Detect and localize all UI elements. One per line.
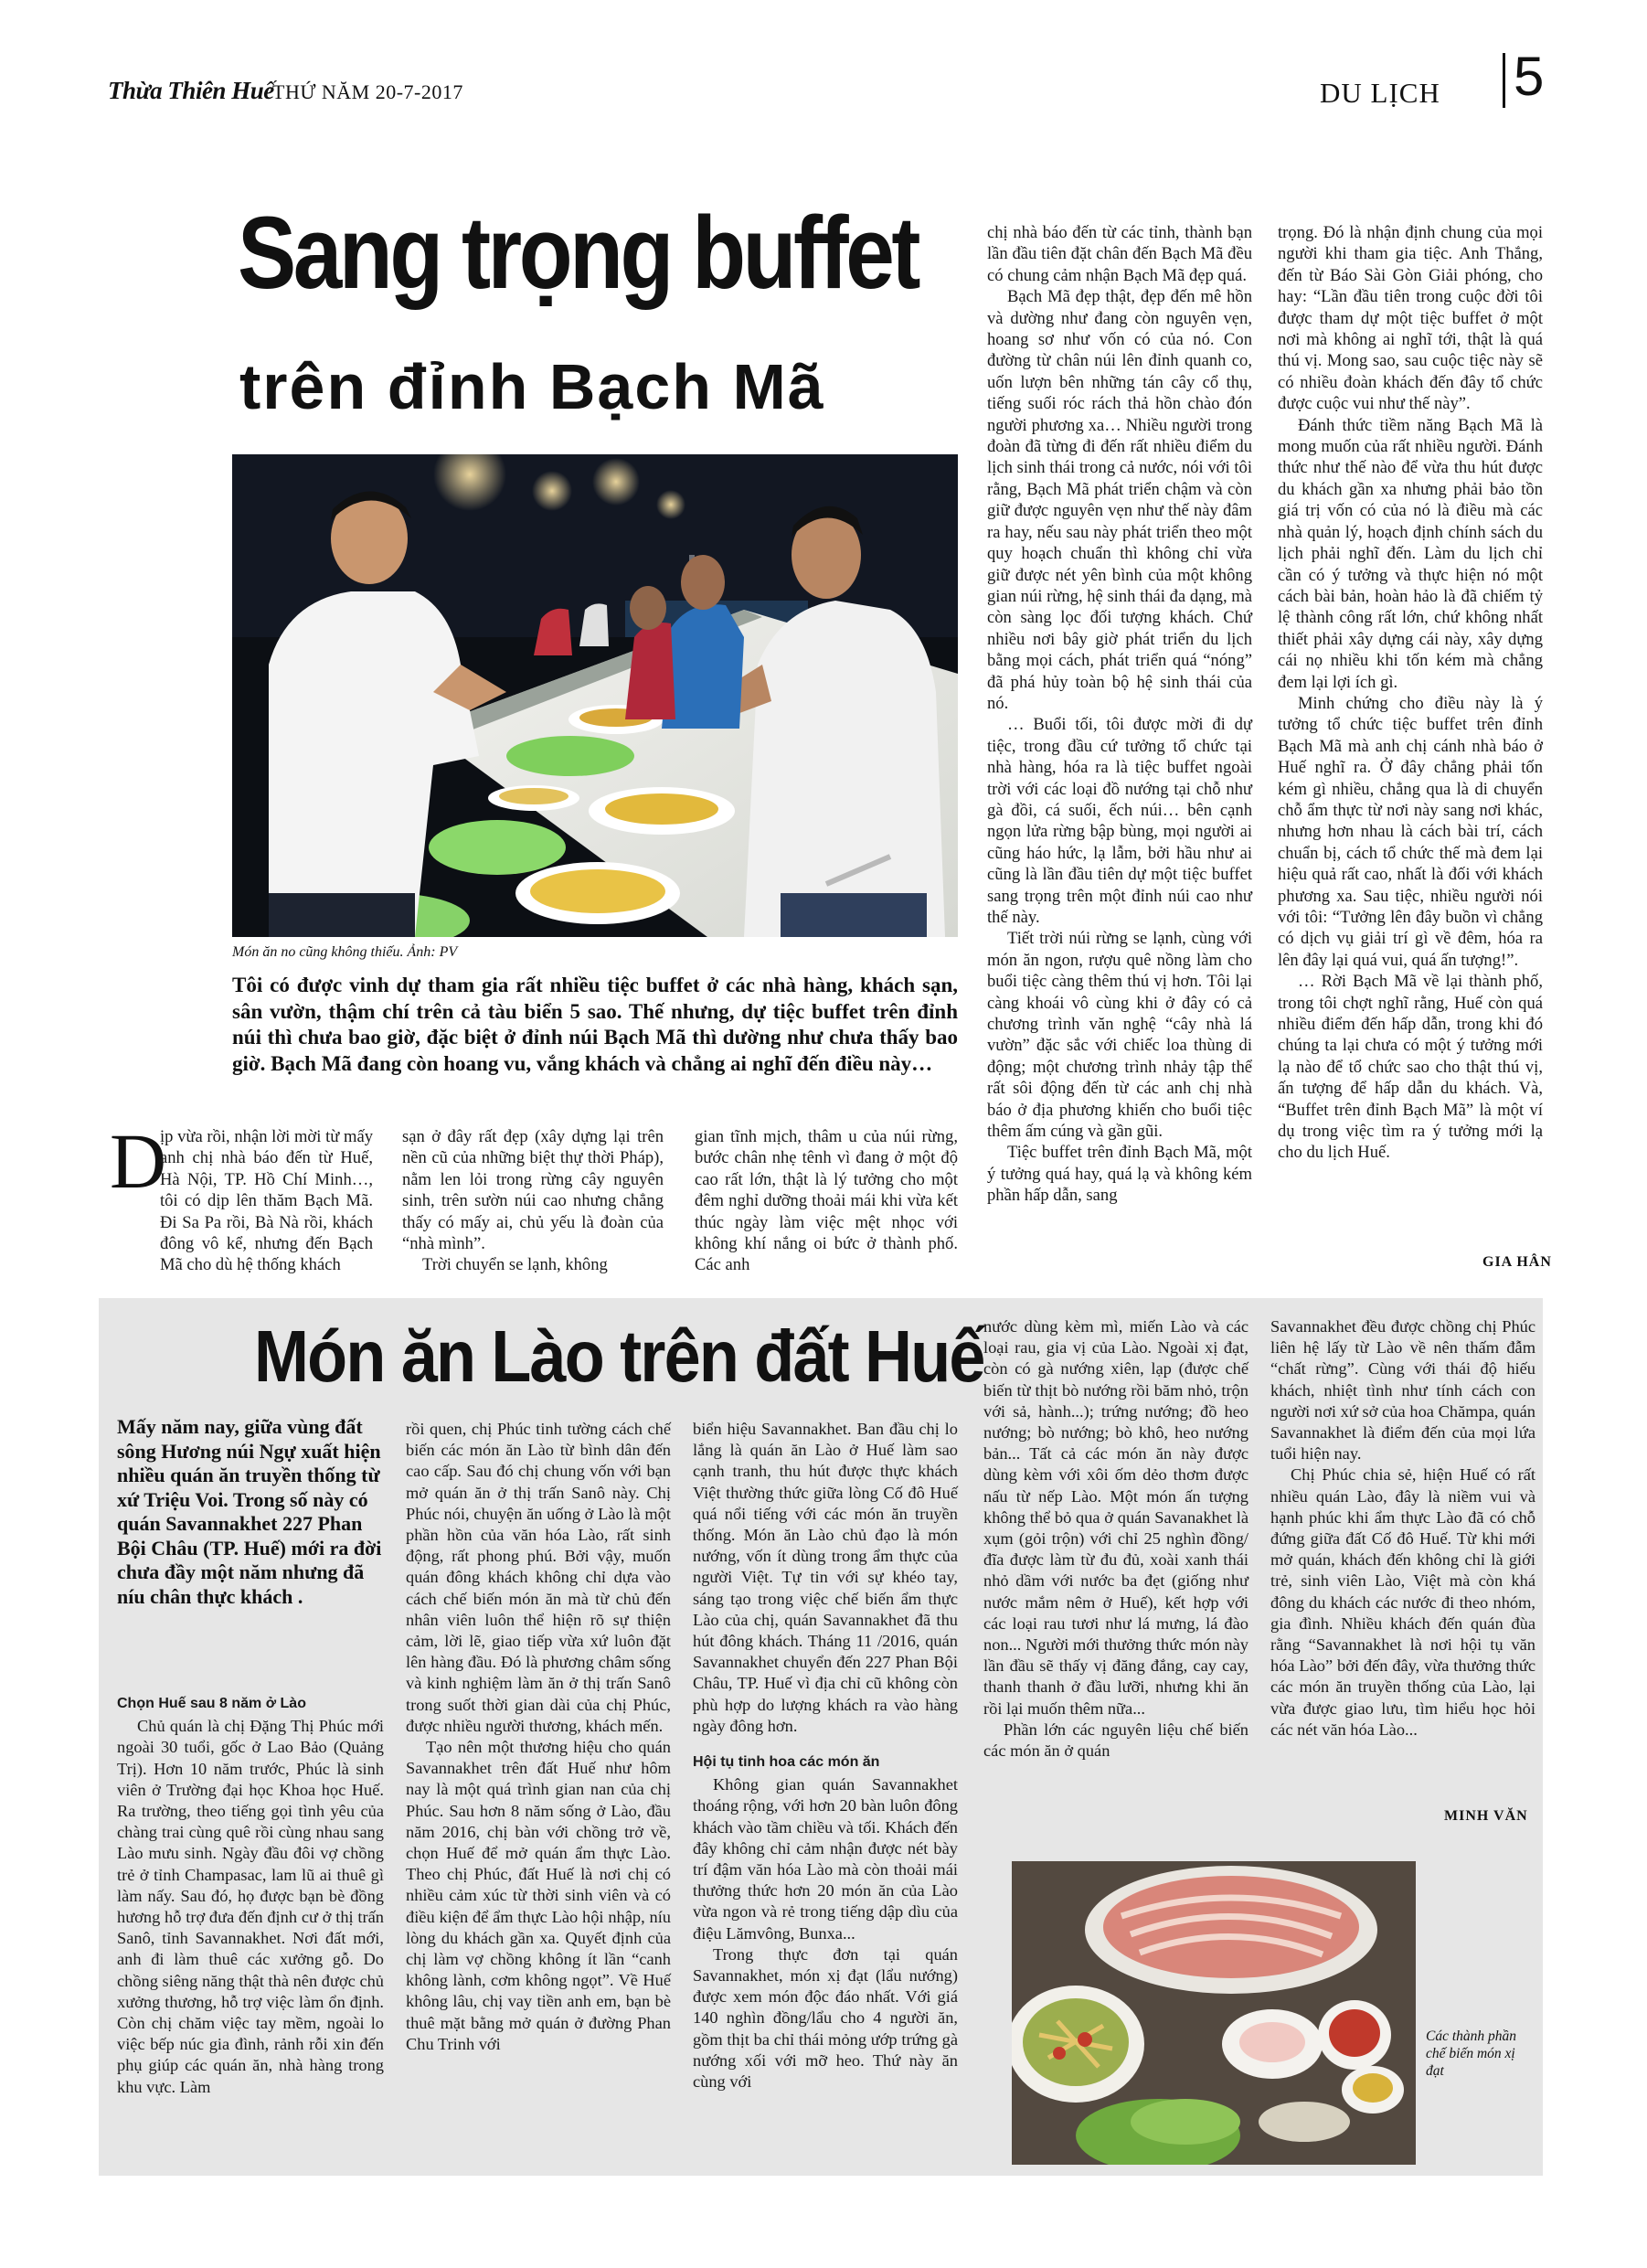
story1-column-4 — [987, 222, 1252, 1207]
paragraph: Minh chứng cho điều này là ý tưởng tổ chức tiệc buffet trên đỉnh Bạch Mã mà anh chị cánh nhà báo ở Huế nghĩ ra. Ở đây chẳng phải tốn kém gì nhiều, chẳng qua là di chuyển chỗ ẩm thực từ nơi này sang nơi khác, nhưng hơn nhau là cách bài trí, cách chuẩn bị, cách tổ chức thế mà đem lại hiệu quả rất cao, nhất là đối với khách phương xa. Sau tiệc, nhiều người nói với tôi: “Tưởng lên đây buồn vì chẳng có dịch vụ giải trí gì về đêm, hóa ra lên đây lại quá vui, quá ấn tượng!”. — [1278, 693, 1543, 970]
story2-column-1 — [117, 1686, 384, 2098]
paragraph: Trong thực đơn tại quán Savannakhet, món xị đạt (lẩu nướng) được xem món độc đáo nhất. Với giá 140 nghìn đồng/lẩu cho 4 người ăn, gồm thịt ba chỉ thái mỏng ướp trứng gà nướng xối với mỡ heo. Thứ này ăn cùng với — [693, 1944, 958, 2092]
buffet-photo-illustration — [232, 454, 958, 937]
paragraph: gian tĩnh mịch, thâm u của núi rừng, bước chân nhẹ tênh vì đang ở một độ cao rất lớn, thật là lý tưởng cho một đêm nghỉ dưỡng thoải mái khi vừa kết thúc ngày làm việc mệt nhọc với không khí nắng oi bức ở thành phố. Các anh — [695, 1127, 958, 1275]
paragraph: sạn ở đây rất đẹp (xây dựng lại trên nền cũ của những biệt thự thời Pháp), nằm len lỏi trong rừng cây nguyên sinh, trên sườn núi cao nhưng chẳng thấy có mấy ai, chủ yếu là đoàn của “nhà mình”. — [402, 1127, 664, 1254]
story2-column-3 — [693, 1419, 958, 2092]
paragraph: Trời chuyển se lạnh, không — [422, 1255, 608, 1275]
story1-subtitle: trên đỉnh Bạch Mã — [239, 351, 825, 422]
story1-title: Sang trọng buffet — [238, 196, 919, 310]
paragraph: Chủ quán là chị Đặng Thị Phúc mới ngoài 30 tuổi, gốc ở Lao Bảo (Quảng Trị). Hơn 10 năm trước, Phúc là sinh viên ở Trường đại học Khoa học Huế. Ra trường, theo tiếng gọi tình yêu của chàng trai cùng quê rồi cùng nhau sang Lào mưu sinh. Ngày đầu đôi vợ chồng trẻ ở tỉnh Champasac, lam lũ ai thuê gì làm nấy. Sau đó, họ được bạn bè đồng hương hỗ trợ đưa đến định cư ở thị trấn Sanô, tỉnh Savannakhet. Nơi đất mới, anh đi làm thuê các xưởng gỗ. Do chồng siêng năng thật thà nên được chủ xưởng thương, hỗ trợ việc làm ổn định. Còn chị chăm việc tay mềm, ngoài lo việc bếp núc gia đình, rảnh rỗi xin đến phụ giúp các quán ăn, nhà hàng trong khu vực. Làm — [117, 1717, 384, 2096]
paragraph: nước dùng kèm mì, miến Lào và các loại rau, gia vị của Lào. Ngoài xị đạt, còn có gà nướng xiên, lạp (được chế biến từ thịt bò nướng rồi băm nhỏ, trộn với sả, hành...); trứng nướng; đồ heo nướng; bò nướng; bò khô, heo nướng bản... Tất cả các món ăn này được dùng kèm với xôi ốm dẻo thơm được nấu từ nếp Lào. Một món ấn tượng không thể bỏ qua ở quán Savanakhet là xụm (gỏi trộn) với chỉ 25 nghìn đồng/đĩa được làm từ đu đủ, xoài xanh thái nhỏ dầm với nước ba đẹt (giống như nước mắm nêm ở Huế), kết hợp với các loại rau tươi như lá mưng, lá đào non... Người mới thưởng thức món này lần đầu sẽ thấy vị đăng đắng, cay cay, thanh thanh ở đầu lưỡi, nhưng khi ăn rồi lại muốn thêm nữa... — [983, 1317, 1249, 1718]
paragraph: Đánh thức tiềm năng Bạch Mã là mong muốn của rất nhiều người. Đánh thức như thế nào để vừa thu hút được du khách gần xa nhưng phải bảo tồn giá trị vốn có của nó là điều mà các nhà quản lý, hoạch định chính sách du lịch phải nghĩ đến. Làm du lịch chỉ cần có ý tưởng và thực hiện nó một cách bài bản, hoàn hảo là đã chiếm tỷ lệ thành công rất lớn, chứ không nhất thiết phải xây dựng cái này, xây dựng cái nọ nhiều khi tốn kém mà chẳng đem lại lợi ích gì. — [1278, 415, 1543, 692]
paragraph: Tiệc buffet trên đỉnh Bạch Mã, một ý tưởng quá hay, quá lạ và không kém phần hấp dẫn, sang — [987, 1143, 1252, 1206]
paragraph: ịp vừa rồi, nhận lời mời từ mấy anh chị nhà báo đến từ Huế, Hà Nội, TP. Hồ Chí Minh…, tôi có dịp lên thăm Bạch Mã. Đi Sa Pa rồi, Bà Nà rồi, khách đông vô kể, nhưng đến Bạch Mã cho dù hệ thống khách — [160, 1127, 373, 1275]
paragraph: rồi quen, chị Phúc tinh tường cách chế biến các món ăn Lào từ bình dân đến cao cấp. Sau đó chị chung vốn với bạn mở quán ăn ở thị trấn Sanô này. Chị Phúc nói, chuyện ăn uống ở Lào là một phần hồn của văn hóa Lào, rất sinh động, rất phong phú. Bởi vậy, muốn quán đông khách không chỉ dựa vào cách chế biến món ăn mà từ chủ đến nhân viên luôn thể hiện rõ sự thiện cảm, lời lẽ, giao tiếp vừa xứ luôn đặt lên hàng đầu. Đó là phương châm sống và kinh nghiệm làm ăn ở thị trấn Sanô trong suốt thời gian dài của chị Phúc, được nhiều người thương, khách mến. — [406, 1420, 671, 1735]
paragraph: Tiết trời núi rừng se lạnh, cùng với món ăn ngon, rượu quê nồng làm cho buổi tiệc càng thêm thú vị hơn. Tôi lại càng khoái vô cùng khi ở đây có cả chương trình văn nghệ “cây nhà lá vườn” đặc sắc với chiếc loa thùng di động; một chương trình nhảy tập thể rất sôi động đến từ các anh chị nhà báo ở địa phương khiến cho buổi tiệc thêm ấm cúng và gần gũi. — [987, 929, 1252, 1142]
story1-column-1 — [160, 1126, 373, 1276]
paragraph: chị nhà báo đến từ các tỉnh, thành bạn lần đầu tiên đặt chân đến Bạch Mã đều có chung cảm nhận Bạch Mã đẹp quá. — [987, 223, 1252, 285]
masthead: Thừa Thiên Huế — [108, 77, 274, 104]
story2-lead: Mấy năm nay, giữa vùng đất sông Hương núi Ngự xuất hiện nhiều quán ăn truyền thống từ xứ Triệu Voi. Trong số này có quán Savannakhet 227 Phan Bội Châu (TP. Huế) mới ra đời chưa đầy một năm nhưng đã níu chân thực khách . — [117, 1415, 382, 1608]
paragraph: … Buổi tối, tôi được mời đi dự tiệc, trong đầu cứ tưởng tổ chức tại nhà hàng, hóa ra là tiệc buffet ngoài trời với các loại đồ nướng tại chỗ như gà đồi, cá suối, ếch núi… bên cạnh ngọn lửa rừng bập bùng, mọi người ai cũng háo hức, lạ lẫm, bởi hầu như ai cũng là lần đầu tiên dự một tiệc buffet sang trọng trên một đỉnh núi cao như thế này. — [987, 715, 1252, 927]
story1-lead: Tôi có được vinh dự tham gia rất nhiều tiệc buffet ở các nhà hàng, khách sạn, sân vườn, thậm chí trên cả tàu biển 5 sao. Thế nhưng, dự tiệc buffet trên đỉnh núi thì chưa bao giờ, đặc biệt ở đỉnh núi Bạch Mã thì dường như chưa thấy bao giờ. Bạch Mã đang còn hoang vu, vắng khách và chẳng ai nghĩ đến điều này… — [232, 974, 958, 1075]
paragraph: … Rời Bạch Mã về lại thành phố, trong tôi chợt nghĩ rằng, Huế còn quá nhiều điểm đến hấp dẫn, trong khi đó chúng ta lại chưa có một ý tưởng mới lạ nào để tổ chức sao cho thật thú vị, ấn tượng để hấp dẫn du khách. Và, “Buffet trên đỉnh Bạch Mã” là một ví dụ trong việc tìm ra ý tưởng mới lạ cho du lịch Huế. — [1278, 972, 1543, 1163]
story2-column-4 — [983, 1316, 1249, 1762]
paragraph: Chị Phúc chia sẻ, hiện Huế có rất nhiều quán Lào, đây là niềm vui và hạnh phúc khi ẩm thực Lào đã có chỗ đứng giữa đất Cố đô Huế. Từ khi mới mở quán, khách đến không chỉ là giới trẻ, sinh viên Lào, Việt mà còn khá đông du khách các nước đi theo nhóm, gia đình. Nhiều khách đến quán đùa rằng “Savannakhet là nơi hội tụ văn hóa Lào” bởi đến đây, vừa thưởng thức các món ăn truyền thống của Lào, lại vừa được giao lưu, tìm hiểu học hỏi các nét văn hóa Lào... — [1270, 1465, 1535, 1739]
story1-photo-caption: Món ăn no cũng không thiếu. Ảnh: PV — [232, 944, 458, 960]
laos-food-photo — [1012, 1861, 1416, 2165]
story2-photo-caption: Các thành phần chế biến món xị đạt — [1426, 2028, 1517, 2079]
paragraph: trọng. Đó là nhận định chung của mọi người khi tham gia tiệc. Anh Thắng, đến từ Báo Sài Gòn Giải phóng, cho hay: “Lần đầu tiên trong cuộc đời tôi được tham dự một tiệc buffet ở một nơi mà không ai nghĩ tới, thật là quá thú vị. Mong sao, sau cuộc tiệc này sẽ có nhiều đoàn khách đến đây tổ chức được cuộc vui như thế này”. — [1278, 223, 1543, 414]
story2-subhead-1: Chọn Huế sau 8 năm ở Lào — [117, 1696, 306, 1711]
paragraph: Bạch Mã đẹp thật, đẹp đến mê hồn và dường như đang còn nguyên vẹn, hoang sơ như vốn có của nó. Con đường từ chân núi lên đỉnh quanh co, uốn lượn bên những tán cây cổ thụ, tiếng suối róc rách thả hồn chào đón người phương xa… Nhiều người trong đoàn đã từng đi đến rất nhiều điểm du lịch sinh thái trong cả nước, nói với tôi rằng, Bạch Mã phát triển chậm và còn giữ được nguyên vẹn như thế này đâm ra hay, nếu sau này phát triển theo một quy hoạch chuẩn thì không chỉ vừa giữ được nét yên bình của một không gian núi rừng, hệ sinh thái đa dạng, mà còn sàng lọc đối tượng khách. Chứ nhiều nơi bây giờ phát triển du lịch bằng mọi cách, phát triển quá “nóng” đã phá hủy toàn bộ hệ sinh thái của nó. — [987, 287, 1252, 713]
paragraph: biển hiệu Savannakhet. Ban đầu chị lo lắng là quán ăn Lào ở Huế làm sao cạnh tranh, thu hút được thực khách Việt thường thức giữa lòng Cố đô Huế quá nổi tiếng với các món ăn truyền thống. Món ăn Lào chủ đạo là món nướng, vốn ít dùng trong ẩm thực của người Việt. Tự tin với sự khéo tay, sáng tạo trong việc chế biến ẩm thực Lào của chị, quán Savannakhet đã thu hút đông khách. Tháng 11 /2016, quán Savannakhet chuyển đến 227 Phan Bội Châu, TP. Huế vì địa chỉ cũ không còn phù hợp do lượng khách ra vào hàng ngày đông hơn. — [693, 1420, 958, 1735]
laos-food-illustration — [1012, 1861, 1416, 2165]
issue-date: THỨ NĂM 20-7-2017 — [272, 80, 463, 103]
story1-column-2 — [402, 1126, 664, 1276]
story1-column-3 — [695, 1126, 958, 1276]
story2-byline: MINH VĂN — [1444, 1808, 1528, 1824]
story1-column-5 — [1278, 222, 1543, 1164]
story2-title: Món ăn Lào trên đất Huế — [254, 1315, 984, 1397]
paragraph: Tạo nên một thương hiệu cho quán Savannakhet trên đất Huế như hôm nay là một quá trình gian nan của chị Phúc. Sau hơn 8 năm sống ở Lào, đầu năm 2016, chị bàn với chồng trở về, chọn Huế để mở quán ẩm thực Lào. Theo chị Phúc, đất Huế là nơi chị có nhiều cảm xúc từ thời sinh viên và có điều kiện để ẩm thực Lào hội nhập, níu lòng du khách gần xa. Quyết định của chị làm vợ chồng không ít lần “canh không lành, cơm không ngọt”. Về Huế không lâu, chị vay tiền anh em, bạn bè thuê mặt bằng mở quán ở đường Phan Chu Trinh với — [406, 1738, 671, 2053]
story1-byline: GIA HÂN — [1482, 1254, 1552, 1270]
paragraph: Savannakhet đều được chồng chị Phúc liên hệ lấy từ Lào về nên thấm đẫm “chất rừng”. Cùng với thái độ hiếu khách, nhiệt tình như tính cách con người nơi xứ sở của hoa Chămpa, quán Savannakhet là điểm đến của mọi lứa tuổi hiện nay. — [1270, 1317, 1535, 1464]
story2-subhead-2: Hội tụ tinh hoa các món ăn — [693, 1754, 880, 1771]
section-name: DU LỊCH — [1320, 77, 1440, 109]
story2-column-5 — [1270, 1316, 1535, 1741]
paragraph: Phần lớn các nguyên liệu chế biến các món ăn ở quán — [983, 1720, 1249, 1761]
story2-column-2 — [406, 1419, 671, 2055]
paragraph: Không gian quán Savannakhet thoáng rộng, với hơn 20 bàn luôn đông khách vào tầm chiều và tối. Khách đến đây không chỉ cảm nhận được nét bày trí đậm văn hóa Lào mà còn thoải mái thưởng thức hơn 20 món ăn của Lào vừa ngon và rẻ trong tiếng dập dìu của điệu Lămvông, Bunxa... — [693, 1775, 958, 1943]
page-number: 5 — [1514, 46, 1545, 107]
buffet-photo — [232, 454, 958, 937]
drop-cap: D — [110, 1117, 167, 1205]
header-divider — [1503, 53, 1505, 108]
